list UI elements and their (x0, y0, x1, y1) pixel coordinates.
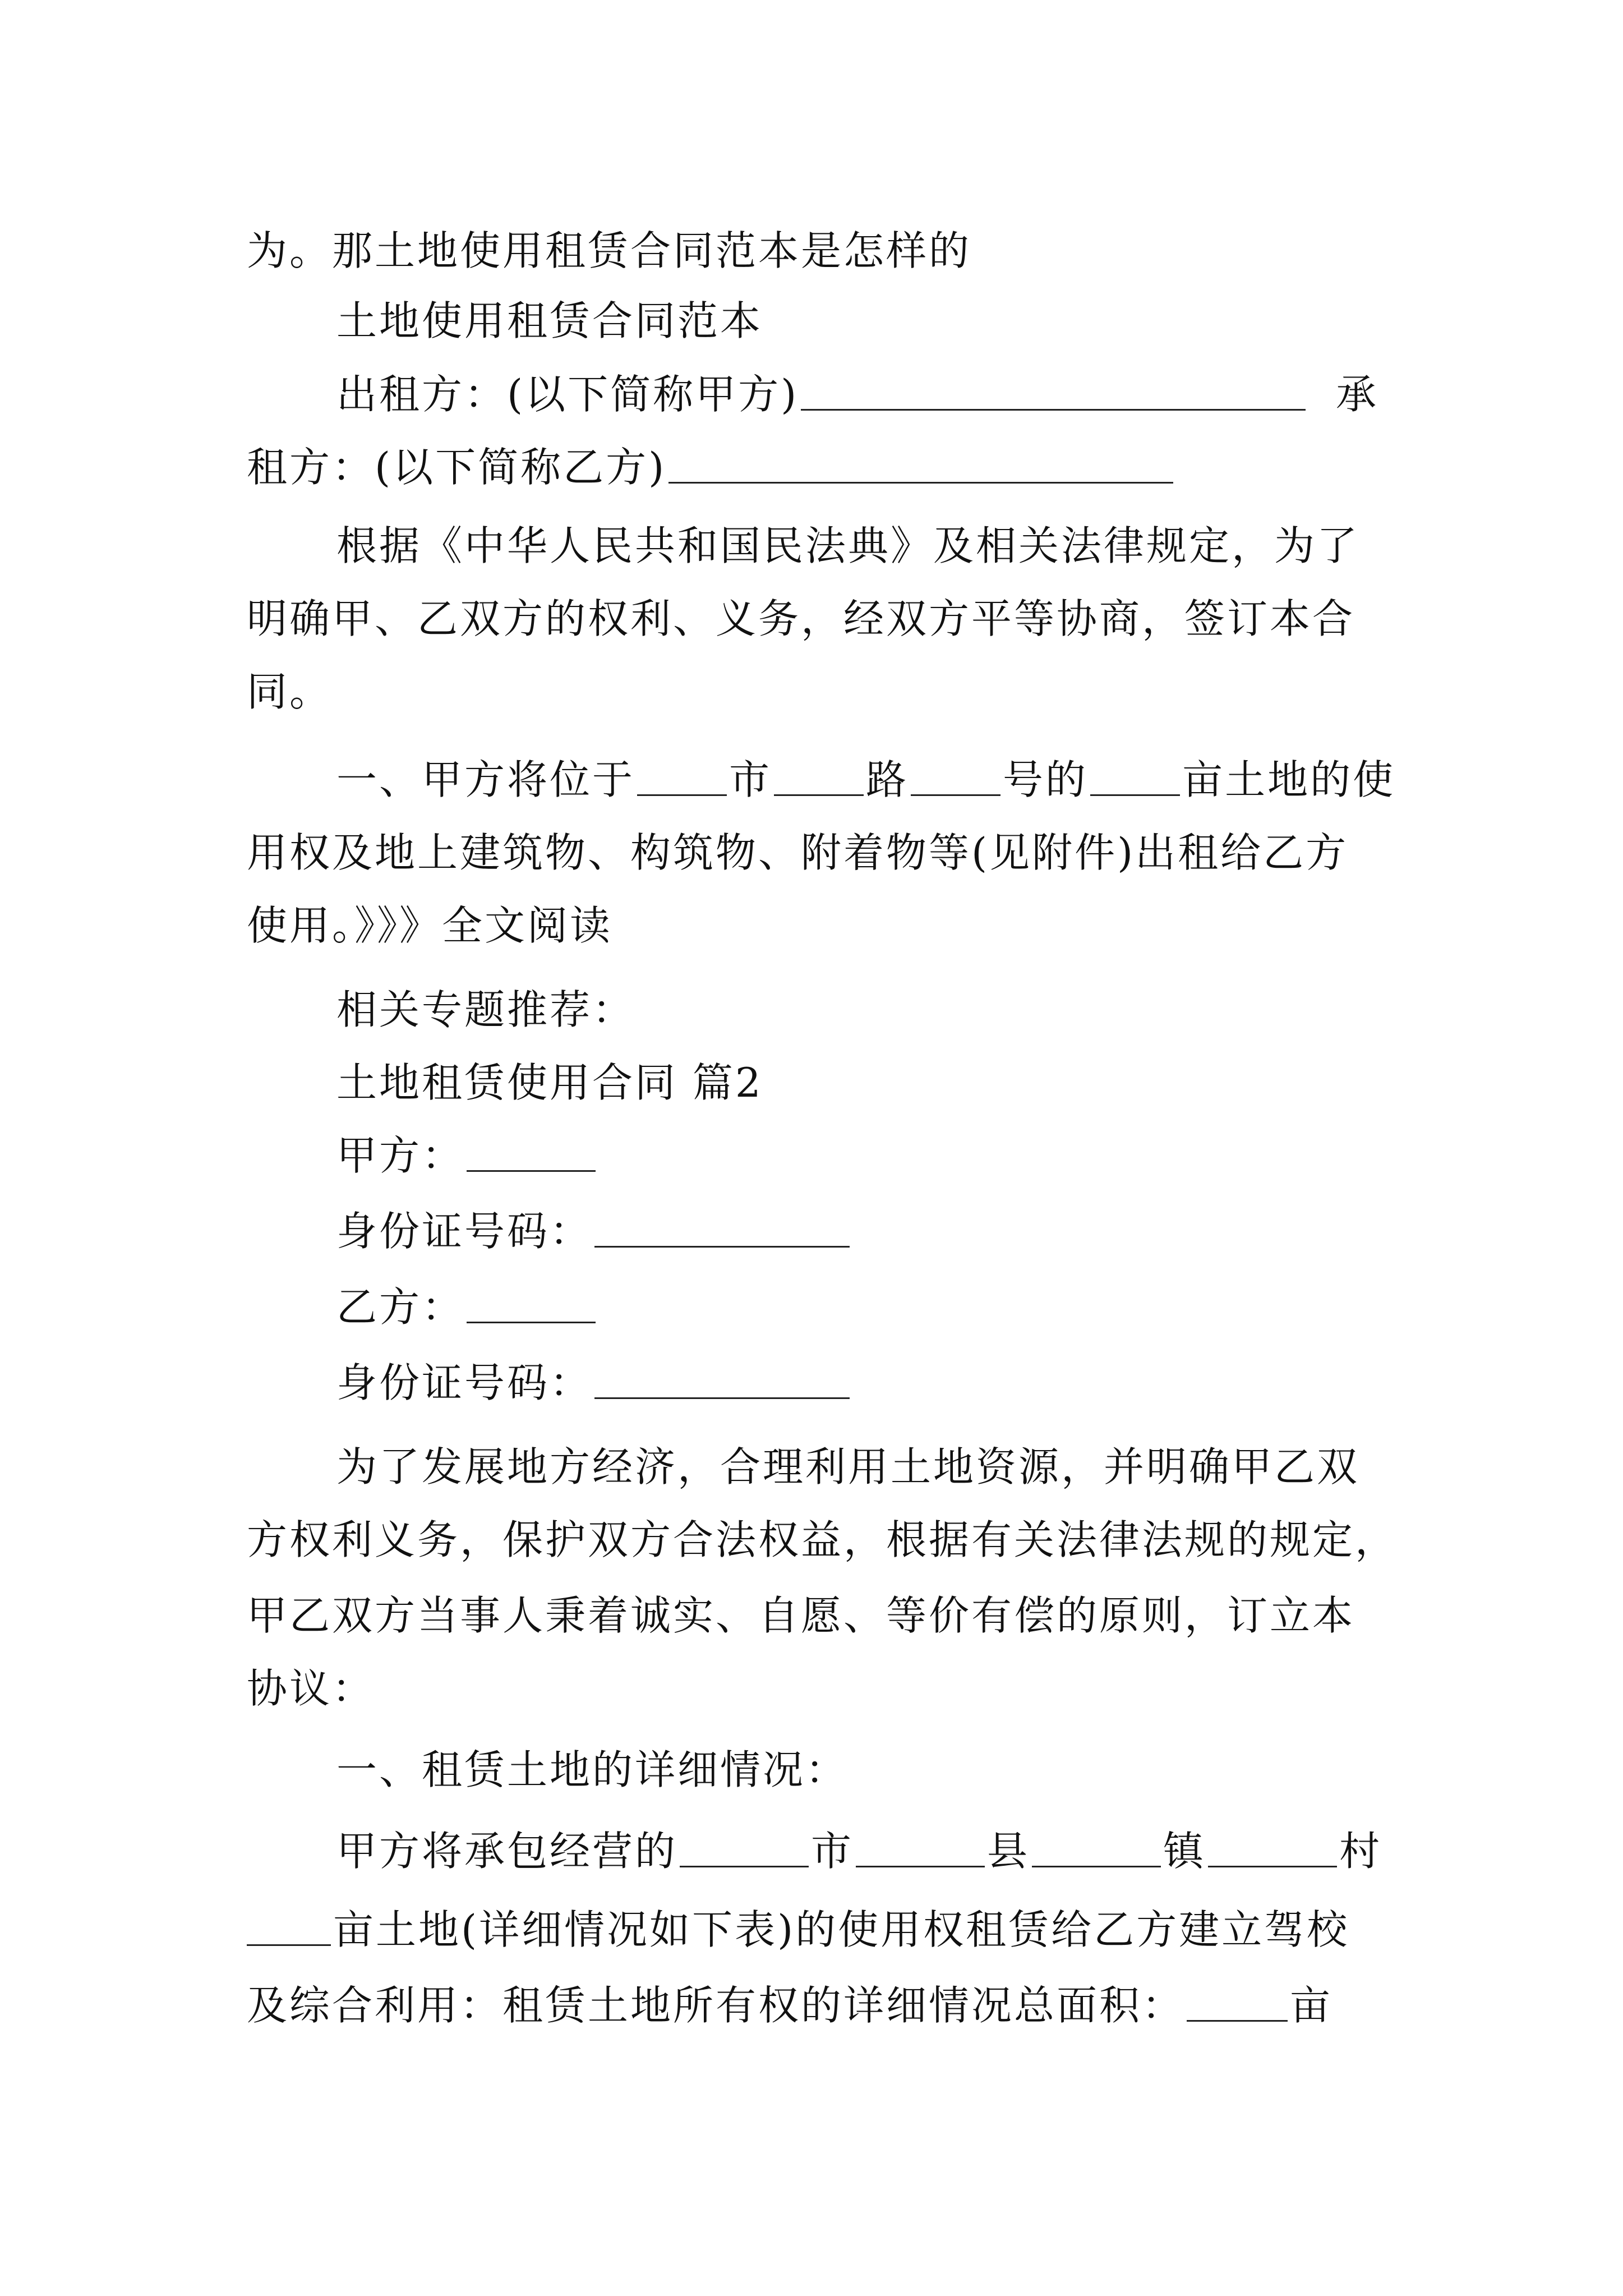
text-line: 为。那土地使用租赁合同范本是怎样的 (247, 227, 972, 274)
text-line: 同。 (247, 668, 333, 715)
text-fragment: 一、甲方将位于 (336, 756, 635, 803)
section-title: 土地租赁使用合同 篇2 (336, 1059, 763, 1106)
related-topics-heading: 相关专题推荐： (336, 986, 635, 1033)
text-fragment: 镇 (1163, 1828, 1206, 1875)
contract-title: 土地使用租赁合同范本 (336, 297, 763, 344)
text-fragment: 路 (866, 756, 909, 803)
text-line: 方权利义务，保护双方合法权益，根据有关法律法规的规定， (247, 1516, 1398, 1563)
lessee-line (247, 436, 1175, 498)
party-b-label: 乙方： (336, 1283, 465, 1331)
lessor-line (336, 364, 1308, 425)
lessee-blank (668, 443, 1173, 484)
fill-blank (680, 1826, 809, 1867)
lessor-blank (801, 370, 1306, 411)
fill-blank (911, 755, 1000, 796)
text-fragment: 号的 (1003, 756, 1089, 803)
land-location-line (336, 1820, 1382, 1882)
fill-blank (594, 1207, 850, 1248)
text-line: 甲乙双方当事人秉着诚实、自愿、等价有偿的原则，订立本 (247, 1592, 1355, 1639)
text-fragment: 市 (811, 1828, 854, 1875)
id-label: 身份证号码： (336, 1359, 593, 1406)
fill-blank (774, 755, 864, 796)
text-line: 协议： (247, 1665, 375, 1712)
fill-blank (637, 755, 727, 796)
text-fragment: 亩土地的使 (1182, 756, 1396, 803)
fill-blank (594, 1358, 850, 1399)
land-area-line (247, 1975, 1332, 2036)
fill-blank (247, 1905, 331, 1946)
fill-blank (1187, 1981, 1288, 2022)
text-line: 为了发展地方经济，合理利用土地资源，并明确甲乙双 (336, 1443, 1360, 1490)
land-use-line (247, 1899, 1349, 1961)
text-fragment: 亩土地(详细情况如下表)的使用权租赁给乙方建立驾校 (333, 1906, 1350, 1953)
id-label: 身份证号码： (336, 1208, 593, 1255)
text-fragment: 甲方将承包经营的 (336, 1828, 678, 1875)
fill-blank (1208, 1826, 1337, 1867)
party-a-label: 甲方： (336, 1132, 465, 1179)
lessee-label: 租方：(以下简称乙方) (247, 444, 667, 491)
party-b-id-line (336, 1352, 852, 1414)
lessor-label: 出租方：(以下简称甲方) (336, 371, 799, 418)
text-line: 根据《中华人民共和国民法典》及相关法律规定，为了 (336, 522, 1360, 569)
section-heading: 一、租赁土地的详细情况： (336, 1746, 849, 1793)
fill-blank (1032, 1826, 1161, 1867)
text-line: 用权及地上建筑物、构筑物、附着物等(见附件)出租给乙方 (247, 829, 1349, 876)
fill-blank (1090, 755, 1180, 796)
text-fragment: 亩 (1290, 1982, 1333, 2029)
party-a-id-line (336, 1200, 852, 1262)
fill-blank (856, 1826, 985, 1867)
fill-blank (467, 1131, 596, 1172)
clause-one-line (336, 749, 1395, 811)
text-fragment: 县 (987, 1828, 1030, 1875)
text-fragment: 市 (729, 756, 772, 803)
party-b-line (336, 1276, 598, 1338)
read-full-link[interactable]: 使用。》》》全文阅读 (247, 902, 613, 949)
text-fragment: 承 (1335, 371, 1376, 418)
text-fragment: 及综合利用：租赁土地所有权的详细情况总面积： (247, 1982, 1185, 2029)
text-line: 明确甲、乙双方的权利、义务，经双方平等协商，签订本合 (247, 595, 1355, 642)
text-fragment: 村 (1339, 1828, 1382, 1875)
party-a-line (336, 1125, 598, 1186)
fill-blank (467, 1282, 596, 1323)
